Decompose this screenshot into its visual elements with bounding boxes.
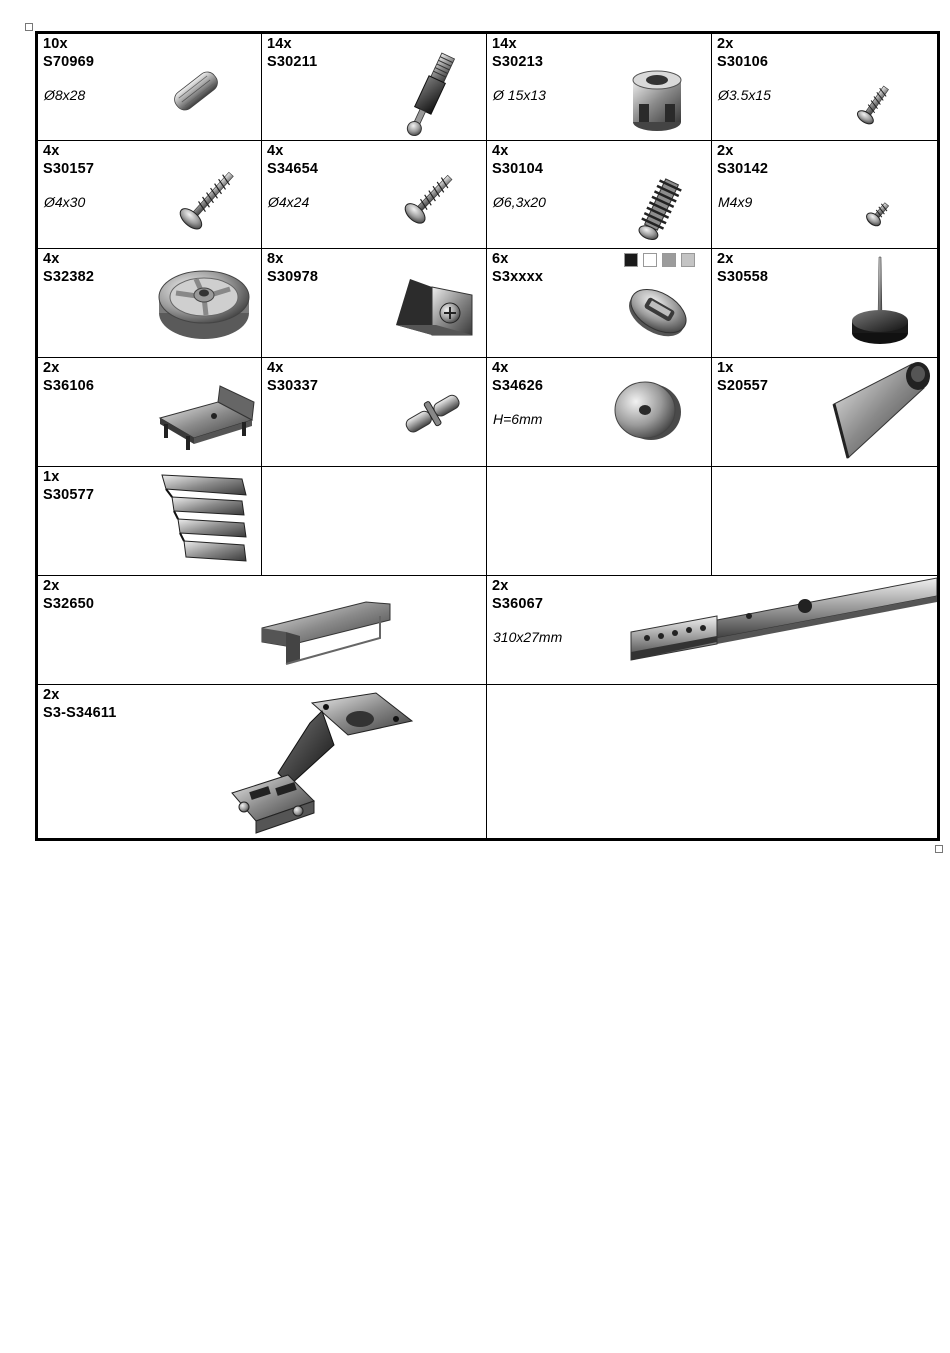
part-quantity: 2x [717,251,734,267]
part-code: S30577 [43,487,95,503]
part-cell-s30157 [37,141,262,249]
part-cell-s32650 [37,576,487,685]
part-code: S70969 [43,54,95,70]
part-cell-s30577 [37,467,262,576]
part-code: S20557 [717,378,769,394]
part-quantity: 2x [43,687,60,703]
parts-table [35,31,940,841]
part-code: S36067 [492,596,544,612]
color-swatch-light-grey [681,253,695,267]
part-code: S3-S34611 [43,705,117,721]
part-cell-s30104 [487,141,712,249]
part-cell-s3-s34611 [37,685,487,840]
part-cell-s34626 [487,358,712,467]
table-corner-marker-bottom [935,845,943,853]
part-dimension: M4x9 [718,194,753,210]
part-dimension: Ø4x24 [268,194,310,210]
drawer-runner-icon [627,576,937,666]
part-quantity: 4x [267,360,284,376]
part-quantity: 4x [43,251,60,267]
part-quantity: 14x [492,36,517,52]
part-quantity: 1x [717,360,734,376]
small-screw-icon [856,80,892,130]
part-quantity: 2x [43,360,60,376]
empty-cell [712,467,939,576]
part-code: S30157 [43,161,95,177]
table-row [37,33,939,141]
part-quantity: 14x [267,36,292,52]
part-dimension: 310x27mm [493,629,563,645]
part-code: S3xxxx [492,269,544,285]
part-code: S34654 [267,161,319,177]
part-quantity: 4x [267,143,284,159]
empty-cell [487,685,939,840]
part-cell-s30211 [262,33,487,141]
part-code: S32650 [43,596,95,612]
cover-cap-icon [625,281,691,343]
part-code: S30213 [492,54,544,70]
wedge-stack-icon [158,469,254,573]
table-row [37,141,939,249]
part-cell-s30558 [712,249,939,358]
part-quantity: 2x [717,36,734,52]
wood-screw-icon [398,167,460,231]
part-quantity: 10x [43,36,68,52]
cabinet-hinge-icon [226,689,416,835]
part-quantity: 2x [492,578,509,594]
machine-screw-icon [864,199,892,229]
part-cell-s3xxxx [487,249,712,358]
color-swatch-white [643,253,657,267]
color-swatch-black [624,253,638,267]
part-cell-s34654 [262,141,487,249]
part-cell-s32382 [37,249,262,358]
table-row [37,467,939,576]
part-dimension: Ø 15x13 [493,87,546,103]
wood-screw-icon [172,163,242,239]
table-row [37,576,939,685]
part-quantity: 4x [492,143,509,159]
glue-tube-icon [828,360,936,460]
part-code: S30106 [717,54,769,70]
part-code: S30337 [267,378,319,394]
color-swatch-grey [662,253,676,267]
euro-screw-icon [631,173,687,247]
part-code: S30142 [717,161,769,177]
part-cell-s30142 [712,141,939,249]
part-cell-s30213 [487,33,712,141]
part-cell-s70969 [37,33,262,141]
part-dimension: Ø8x28 [44,87,86,103]
part-quantity: 4x [492,360,509,376]
empty-cell [487,467,712,576]
part-dimension: H=6mm [493,411,543,427]
part-cell-s20557 [712,358,939,467]
part-code: S32382 [43,269,95,285]
corner-bracket-icon [392,269,476,341]
part-code: S30104 [492,161,544,177]
table-row [37,358,939,467]
part-code: S30211 [267,54,318,70]
part-code: S34626 [492,378,544,394]
part-quantity: 2x [43,578,60,594]
part-quantity: 6x [492,251,509,267]
table-row [37,249,939,358]
connector-bolt-icon [390,48,470,141]
part-quantity: 2x [717,143,734,159]
part-quantity: 1x [43,469,60,485]
part-dimension: Ø6,3x20 [493,194,546,210]
part-cell-s30978 [262,249,487,358]
part-code: S36106 [43,378,95,394]
nail-glide-icon [848,255,912,347]
cam-lock-icon [625,64,689,134]
part-code: S30978 [267,269,319,285]
table-corner-marker-top [25,23,33,31]
part-cell-s36067 [487,576,939,685]
wooden-dowel-icon [166,62,226,120]
mounting-plate-icon [156,378,256,456]
part-cell-s30337 [262,358,487,467]
handle-icon [256,598,396,670]
part-quantity: 4x [43,143,60,159]
wheel-icon [156,263,252,343]
round-pad-icon [611,378,687,442]
shelf-pin-icon [398,384,470,444]
part-dimension: Ø4x30 [44,194,86,210]
part-cell-s36106 [37,358,262,467]
part-code: S30558 [717,269,769,285]
color-swatches [624,253,695,267]
part-dimension: Ø3.5x15 [718,87,771,103]
part-cell-s30106 [712,33,939,141]
table-row [37,685,939,840]
part-quantity: 8x [267,251,284,267]
empty-cell [262,467,487,576]
